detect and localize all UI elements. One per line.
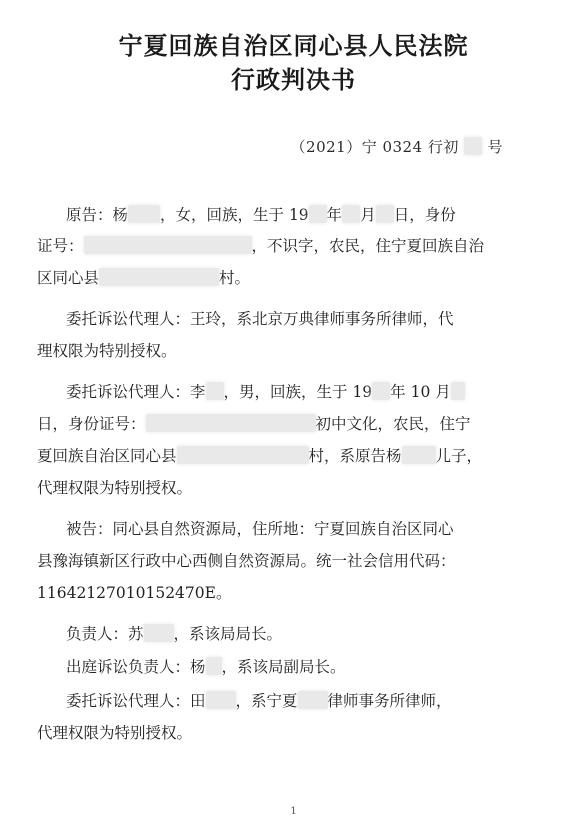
redaction-block: [206, 691, 236, 709]
text: 委托诉讼代理人：田: [66, 692, 206, 710]
text: 初中文化，农民，住宁: [315, 415, 471, 433]
text: 负责人：苏: [66, 625, 144, 643]
agent2-line-2: [37, 414, 471, 434]
case-number-prefix: （2021）宁 0324 行初: [290, 138, 459, 156]
text: 夏回族自治区同心县: [37, 447, 177, 465]
page-number: 1: [290, 806, 297, 817]
redaction-block: [144, 624, 174, 642]
agent3-line-2: 代理权限为特别授权。: [37, 724, 193, 742]
plaintiff-line-2: [37, 236, 484, 256]
text: 律师事务所律师，: [327, 692, 452, 710]
text: 出庭诉讼负责人：杨: [66, 658, 206, 676]
court-rep-line: [66, 657, 346, 677]
responsible-line: [66, 624, 282, 644]
text: 原告：杨: [66, 206, 129, 224]
text: ，系该局局长。: [173, 625, 283, 643]
agent1-line-2: 理权限为特别授权。: [37, 342, 177, 360]
text: ，不识字，农民，住宁夏回族自治: [251, 237, 485, 255]
redaction-block: [128, 205, 160, 223]
text: 证号：: [37, 237, 84, 255]
text: ，系宁夏: [235, 692, 298, 710]
redaction-block: [309, 205, 327, 223]
agent1-line-1: 委托诉讼代理人：王玲，系北京万典律师事务所律师，代: [66, 310, 454, 328]
defendant-line-1: 被告：同心县自然资源局，住所地：宁夏回族自治区同心: [66, 520, 454, 538]
redaction-block: [177, 446, 309, 464]
text: 儿子，: [435, 447, 483, 465]
agent2-line-3: [37, 446, 482, 466]
case-number-suffix: 号: [487, 138, 503, 156]
redaction-block: [146, 414, 316, 432]
text: 日，身份: [393, 206, 456, 224]
redaction-block: [464, 137, 482, 155]
plaintiff-line-3: [37, 268, 250, 288]
redaction-block: [84, 236, 252, 254]
redaction-block: [342, 205, 360, 223]
redaction-block: [206, 382, 224, 400]
text: 月: [360, 206, 376, 224]
defendant-line-2: 县豫海镇新区行政中心西侧自然资源局。统一社会信用代码：: [37, 552, 456, 570]
text: 村，系原告杨: [308, 447, 402, 465]
text: 委托诉讼代理人：李: [66, 383, 206, 401]
defendant-line-3: 11642127010152470E。: [37, 584, 232, 602]
text: 年: [326, 206, 343, 224]
text: 日，身份证号：: [37, 415, 146, 433]
plaintiff-line-1: [66, 205, 456, 225]
text: ，男，回族，生于 19: [223, 383, 373, 401]
redaction-block: [402, 446, 436, 464]
document-type: 行政判决书: [231, 65, 356, 94]
text: 年 10 月: [390, 383, 451, 401]
agent2-line-1: [66, 382, 465, 402]
redaction-block: [451, 382, 465, 400]
redaction-block: [206, 657, 222, 675]
redaction-block: [376, 205, 394, 223]
agent2-line-4: 代理权限为特别授权。: [37, 479, 193, 497]
text: 区同心县: [37, 269, 100, 287]
agent3-line-1: [66, 691, 452, 711]
text: ，系该局副局长。: [221, 658, 346, 676]
redaction-block: [298, 691, 328, 709]
case-number: [291, 136, 503, 157]
redaction-block: [372, 382, 390, 400]
text: ，女，回族，生于 19: [160, 206, 309, 224]
redaction-block: [99, 268, 219, 286]
text: 村。: [219, 269, 251, 287]
court-name: 宁夏回族自治区同心县人民法院: [118, 31, 469, 60]
